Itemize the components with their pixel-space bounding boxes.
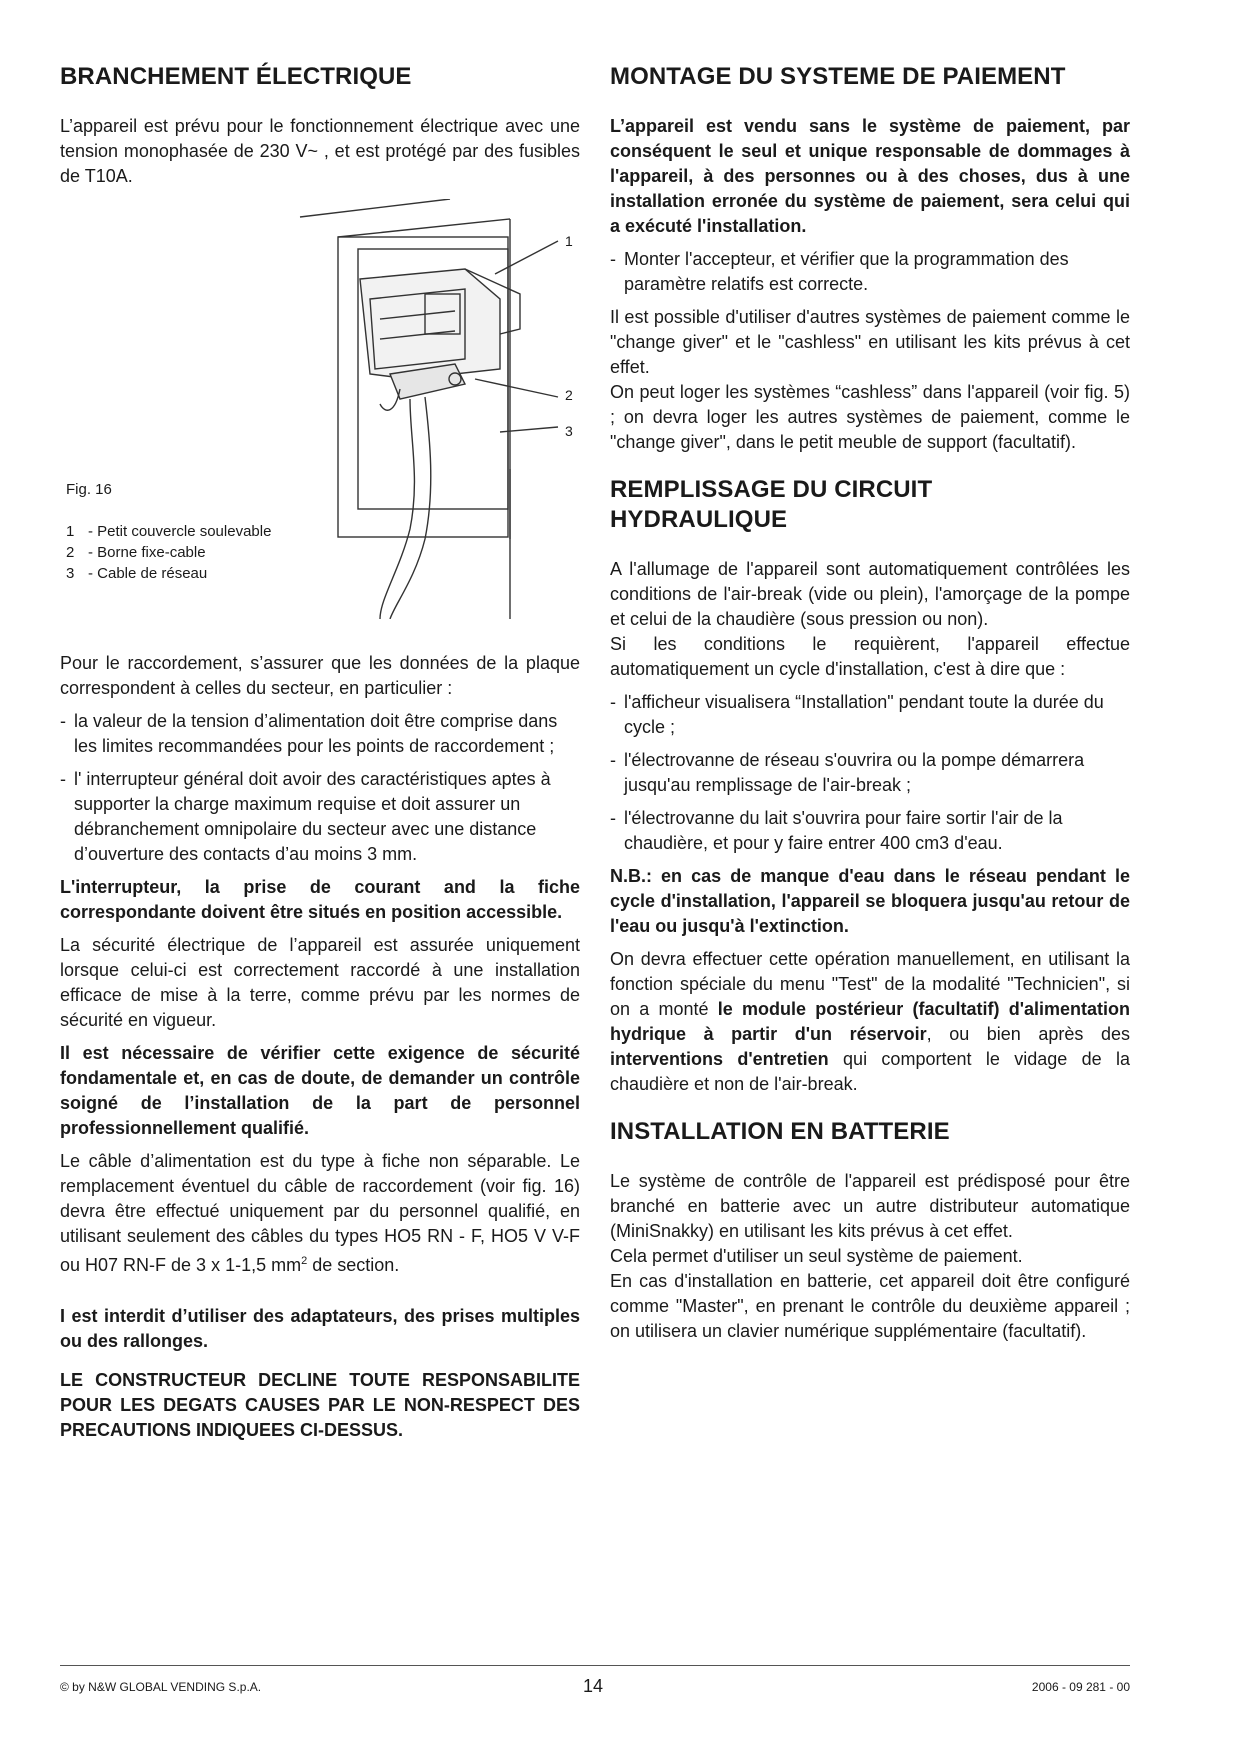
left-column: [60, 62, 580, 1451]
battery-paragraph: Le système de contrôle de l'appareil est prédisposé pour être branché en batterie avec un autre distributeur automatique (MiniSnakky) en utilisant les kits prévus à cet effet.: [610, 1171, 1130, 1241]
switch-accessible-warning: L'interrupteur, la prise de courant and la fiche correspondante doivent être situés en position accessible.: [60, 877, 580, 922]
cashless-paragraph: On peut loger les systèmes “cashless” dans l'appareil (voir fig. 5) ; on devra loger les autres systèmes de paiement, comme le "change giver", dans le petit meuble de support (facultatif).: [610, 382, 1130, 452]
safety-check-warning: Il est nécessaire de vérifier cette exigence de sécurité fondamentale et, en cas de doute, de demander un contrôle soigné de l’installation de la part de personnel professionnellement qualifié.: [60, 1043, 580, 1138]
adapter-warning: I est interdit d’utiliser des adaptateurs, des prises multiples ou des rallonges.: [60, 1306, 580, 1351]
grounding-paragraph: La sécurité électrique de l’appareil est assurée uniquement lorsque celui-ci est correctement raccordé à une installation efficace de mise à la terre, comme prévu par les normes de sécurité en vigueur.: [60, 935, 580, 1030]
liability-disclaimer: LE CONSTRUCTEUR DECLINE TOUTE RESPONSABILITE POUR LES DEGATS CAUSES PAR LE NON-RESPECT DES PRECAUTIONS INDIQUEES CI-DESSUS.: [60, 1370, 580, 1440]
electrical-intro: L’appareil est prévu pour le fonctionnement électrique avec une tension monophasée de 230 V~ , et est protégé par des fusibles de T10A.: [60, 116, 580, 186]
page-number: 14: [583, 1676, 604, 1696]
manual-operation-paragraph: On devra effectuer cette opération manuellement, en utilisant la fonction spéciale du menu "Test" de la modalité "Technicien", si on a monté le module postérieur (facultatif) d'alimentation hydrique à partir d'un réservoir, ou bien après des interventions d'entretien qui comportent le vidage de la chaudière et non de l'air-break.: [610, 949, 1131, 1094]
section-title-electrical: BRANCHEMENT ÉLECTRIQUE: [60, 63, 412, 90]
list-item: - la valeur de la tension d’alimentation doit être comprise dans les limites recommandées pour les points de raccordement ;: [60, 711, 558, 756]
page-footer: [60, 1665, 1130, 1696]
payment-warning: L’appareil est vendu sans le système de paiement, par conséquent le seul et unique responsable de dommages à l'appareil, à des personnes ou à des choses, dus à une installation erronée du système de paiement, sera celui qui a exécuté l'installation.: [610, 116, 1130, 236]
list-item: - l' interrupteur général doit avoir des caractéristiques aptes à supporter la charge maximum requise et doit assurer un débranchement omnipolaire du secteur avec une distance d’ouverture des contacts d’au moins 3 mm.: [60, 769, 551, 864]
legend-item: 1 - Petit couvercle soulevable: [66, 523, 272, 540]
cable-paragraph: Le câble d’alimentation est du type à fiche non séparable. Le remplacement éventuel du câble de raccordement (voir fig. 16) devra être effectué uniquement par du personnel qualifié, en utilisant seulement des câbles du types HO5 RN - F, HO5 V V-F ou H07 RN-F de 3 x 1-1,5 $mm^2$ de section.: [60, 1151, 580, 1275]
list-item: - l'électrovanne du lait s'ouvrira pour faire sortir l'air de la chaudière, et pour y faire entrer 400 cm3 d'eau.: [610, 808, 1063, 853]
socket-illustration: [260, 199, 580, 619]
legend-item: 2 - Borne fixe-cable: [66, 544, 206, 561]
connection-paragraph: Pour le raccordement, s’assurer que les données de la plaque correspondent à celles du secteur, en particulier :: [60, 653, 580, 698]
copyright: © by N&W GLOBAL VENDING S.p.A.: [60, 1680, 262, 1694]
figure-16: [60, 199, 580, 629]
single-payment-paragraph: Cela permet d'utiliser un seul système de paiement.: [610, 1246, 1023, 1266]
figure-legend: [66, 521, 271, 584]
section-title-hydraulic: REMPLISSAGE DU CIRCUIT HYDRAULIQUE: [610, 476, 933, 533]
callout-3: 3: [565, 423, 573, 439]
callout-2: 2: [565, 387, 573, 403]
legend-item: 3 - Cable de réseau: [66, 565, 208, 582]
payment-systems-paragraph: Il est possible d'utiliser d'autres systèmes de paiement comme le "change giver" et le "cashless" en utilisant les kits prévus à cet effet.: [610, 307, 1130, 377]
callout-1: 1: [565, 233, 573, 249]
nb-water-warning: N.B.: en cas de manque d'eau dans le réseau pendant le cycle d'installation, l'appareil se bloquera jusqu'au retour de l'eau ou jusqu'à l'extinction.: [610, 866, 1130, 936]
document-code: 2006 - 09 281 - 00: [1031, 1680, 1130, 1694]
section-title-payment: MONTAGE DU SYSTEME DE PAIEMENT: [610, 63, 1066, 90]
figure-caption: Fig. 16: [66, 481, 112, 498]
list-item: - Monter l'accepteur, et vérifier que la programmation des paramètre relatifs est correcte.: [610, 249, 1069, 294]
right-column: [610, 62, 1130, 1352]
master-config-paragraph: En cas d'installation en batterie, cet appareil doit être configuré comme "Master", en prenant le contrôle du deuxième appareil ; on utilisera un clavier numérique supplémentaire (facultatif).: [610, 1271, 1130, 1341]
install-cycle-paragraph: Si les conditions le requièrent, l'appareil effectue automatiquement un cycle d'installation, c'est à dire que :: [610, 634, 1130, 679]
list-item: - l'afficheur visualisera “Installation" pendant toute la durée du cycle ;: [610, 692, 1104, 737]
section-title-battery: INSTALLATION EN BATTERIE: [610, 1118, 950, 1145]
list-item: - l'électrovanne de réseau s'ouvrira ou la pompe démarrera jusqu'au remplissage de l'air-break ;: [610, 750, 1085, 795]
startup-paragraph: A l'allumage de l'appareil sont automatiquement contrôlées les conditions de l'air-break (vide ou plein), l'amorçage de la pompe et celui de la chaudière (sous pression ou non).: [610, 559, 1130, 629]
